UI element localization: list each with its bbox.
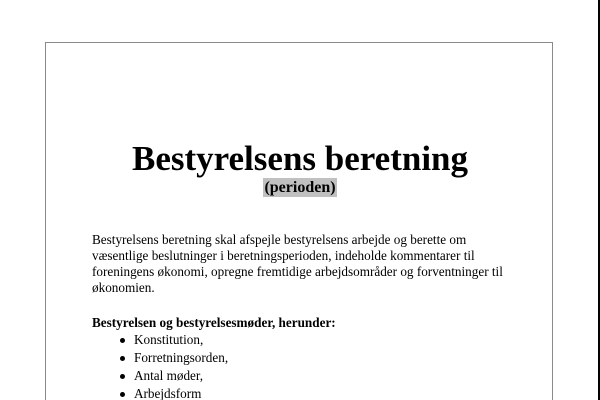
- document-title: Bestyrelsens beretning: [131, 139, 469, 178]
- document-subtitle-highlighted: (perioden): [264, 179, 336, 196]
- list-item-text: Arbejdsform: [134, 386, 202, 400]
- subtitle-container: [46, 178, 554, 197]
- document-page[interactable]: [45, 42, 553, 400]
- intro-paragraph: Bestyrelsens beretning skal afspejle bestyrelsens arbejde og berette om væsentlige beslutninger i beretningsperioden, indeholde kommentarer til foreningens økonomi, opregne fremtidige arbejdsområder og forventninger til økonomien.: [92, 232, 503, 295]
- list-item: [92, 385, 228, 400]
- bullet-icon: [120, 338, 125, 343]
- bullet-icon: [120, 374, 125, 379]
- list-item: [92, 331, 228, 349]
- list-item: [92, 367, 228, 385]
- list-item-text: Antal møder,: [134, 368, 204, 383]
- bullet-icon: [120, 392, 125, 397]
- list-item-text: Konstitution,: [134, 332, 204, 347]
- list-item: [92, 349, 228, 367]
- bullet-list: [92, 331, 228, 400]
- list-item-text: Forretningsorden,: [134, 350, 229, 365]
- bullet-icon: [120, 356, 125, 361]
- section-heading: Bestyrelsen og bestyrelsesmøder, herunder:: [92, 315, 336, 330]
